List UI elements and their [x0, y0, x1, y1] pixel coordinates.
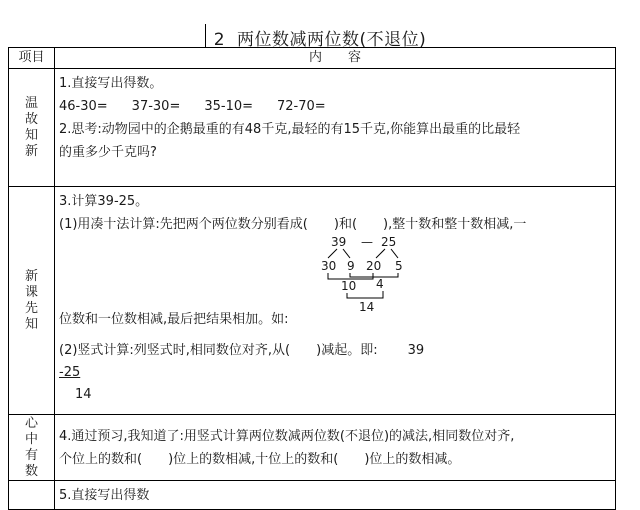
vertical-result: 14 [75, 387, 92, 402]
method-1: (1)用凑十法计算:先把两个两位数分别看成( )和( ),整十数和整十数相减,一 [59, 217, 527, 232]
diagram-part: 20 [366, 259, 382, 273]
question-4-cont: 个位上的数和( )位上的数相减,十位上的数和( )位上的数相减。 [59, 452, 461, 467]
section-label-summary: 心 中 有 数 [9, 415, 55, 481]
title-number: 2 [213, 30, 226, 50]
diagram-top-right: 25 [381, 235, 397, 249]
diagram-low-left: 10 [341, 279, 357, 293]
diagram-low-right: 4 [376, 277, 384, 291]
section-label-new-lesson: 新 课 先 知 [9, 187, 55, 415]
decomposition-diagram [321, 234, 411, 314]
diagram-part: 30 [321, 259, 337, 273]
section-content-review [55, 69, 616, 187]
header-content: 内 容 [55, 48, 616, 69]
calc-item: 72-70= [277, 99, 326, 114]
question-2: 2.思考:动物园中的企鹅最重的有48千克,最轻的有15千克,你能算出最重的比最轻 [59, 122, 521, 137]
vertical-top: 39 [407, 343, 425, 358]
section-label-practice [9, 481, 55, 510]
question-4: 4.通过预习,我知道了:用竖式计算两位数减两位数(不退位)的减法,相同数位对齐, [59, 429, 515, 444]
section-content-summary [55, 415, 616, 481]
question-3: 3.计算39-25。 [59, 194, 149, 209]
calc-row [59, 95, 611, 118]
header-project: 项目 [9, 48, 55, 69]
title-text: 两位数减两位数(不退位) [237, 30, 427, 50]
diagram-result: 14 [359, 300, 375, 314]
section-label-review: 温 故 知 新 [9, 69, 55, 187]
diagram-part: 5 [395, 259, 403, 273]
question-1: 1.直接写出得数。 [59, 76, 163, 91]
calc-item: 35-10= [204, 99, 254, 114]
diagram-part: 9 [347, 259, 355, 273]
diagram-minus: — [361, 235, 373, 249]
make-ten-diagram [59, 235, 611, 314]
section-content-practice [55, 481, 616, 510]
calc-item: 37-30= [131, 99, 181, 114]
calc-item: 46-30= [59, 99, 108, 114]
question-5: 5.直接写出得数 [59, 488, 150, 503]
method-2: (2)竖式计算:列竖式时,相同数位对齐,从( )减起。即: 39 [59, 343, 425, 358]
diagram-top-left: 39 [331, 235, 347, 249]
vertical-minus: -25 [59, 365, 81, 380]
preview-table [8, 47, 616, 510]
text-cursor [205, 24, 206, 48]
question-2-cont: 的重多少千克吗? [59, 145, 157, 160]
section-content-new-lesson [55, 187, 616, 415]
method-1-cont: 位数和一位数相减,最后把结果相加。如: [59, 312, 289, 327]
